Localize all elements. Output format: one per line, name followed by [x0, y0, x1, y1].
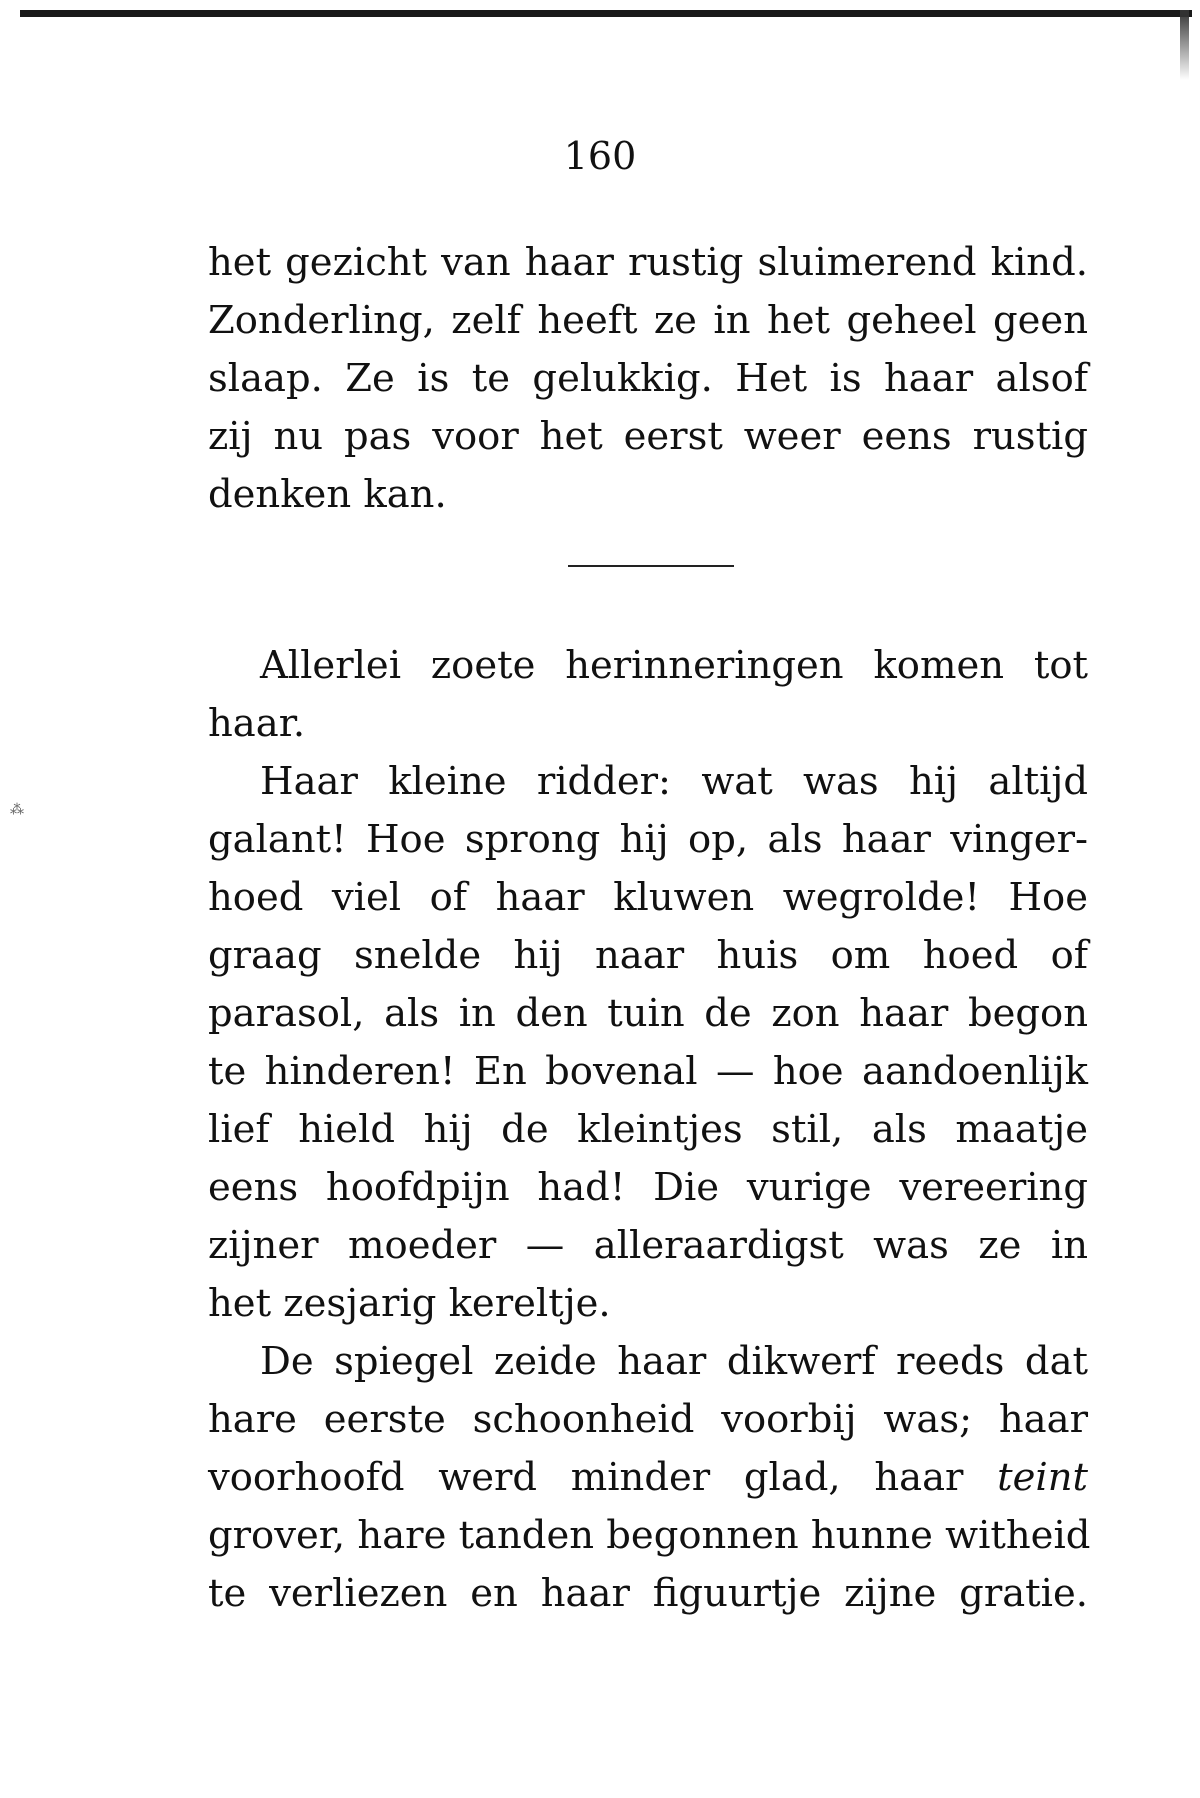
- text-line: Allerlei zoete herinneringen komen tot: [260, 643, 1088, 688]
- text-line: denken kan.: [208, 472, 447, 517]
- text-line: parasol, als in den tuin de zon haar begon: [208, 991, 1088, 1036]
- text-line: lief hield hij de kleintjes stil, als maatje: [208, 1107, 1088, 1152]
- top-border-rule: [20, 10, 1192, 17]
- text-line: grover, hare tanden begonnen hunne witheid: [208, 1513, 1091, 1558]
- text-line: hare eerste schoonheid voorbij was; haar: [208, 1397, 1088, 1442]
- italic-word: teint: [997, 1455, 1088, 1500]
- page-number: 160: [563, 134, 637, 178]
- text-line: Zonderling, zelf heeft ze in het geheel geen: [208, 298, 1088, 343]
- top-border-corner: [1180, 10, 1189, 80]
- text-line: te hinderen! En bovenal — hoe aandoenlijk: [208, 1049, 1088, 1094]
- text-line: zij nu pas voor het eerst weer eens rustig: [208, 414, 1088, 459]
- text-line: De spiegel zeide haar dikwerf reeds dat: [260, 1339, 1088, 1384]
- text-line-with-italic: [208, 1449, 1088, 1507]
- text-line: haar.: [208, 701, 306, 746]
- text-line: hoed viel of haar kluwen wegrolde! Hoe: [208, 875, 1088, 920]
- paragraph-block-2: [208, 637, 1091, 1623]
- text-line: zijner moeder — alleraardigst was ze in: [208, 1223, 1088, 1268]
- section-divider: [568, 565, 734, 567]
- text-line: eens hoofdpijn had! Die vurige vereering: [208, 1165, 1088, 1210]
- margin-mark: ⁂: [10, 802, 24, 818]
- text-line: het gezicht van haar rustig sluimerend kind.: [208, 240, 1088, 285]
- text-line: Haar kleine ridder: wat was hij altijd: [260, 759, 1088, 804]
- text-line: het zesjarig kereltje.: [208, 1281, 611, 1326]
- text-line: galant! Hoe sprong hij op, als haar vinger-: [208, 817, 1088, 862]
- paragraph-block-1: [208, 234, 1088, 524]
- text-line: slaap. Ze is te gelukkig. Het is haar alsof: [208, 356, 1088, 401]
- text-line: graag snelde hij naar huis om hoed of: [208, 933, 1088, 978]
- text-fragment: voorhoofd werd minder glad, haar: [208, 1455, 998, 1500]
- text-line: te verliezen en haar figuurtje zijne gratie.: [208, 1571, 1088, 1616]
